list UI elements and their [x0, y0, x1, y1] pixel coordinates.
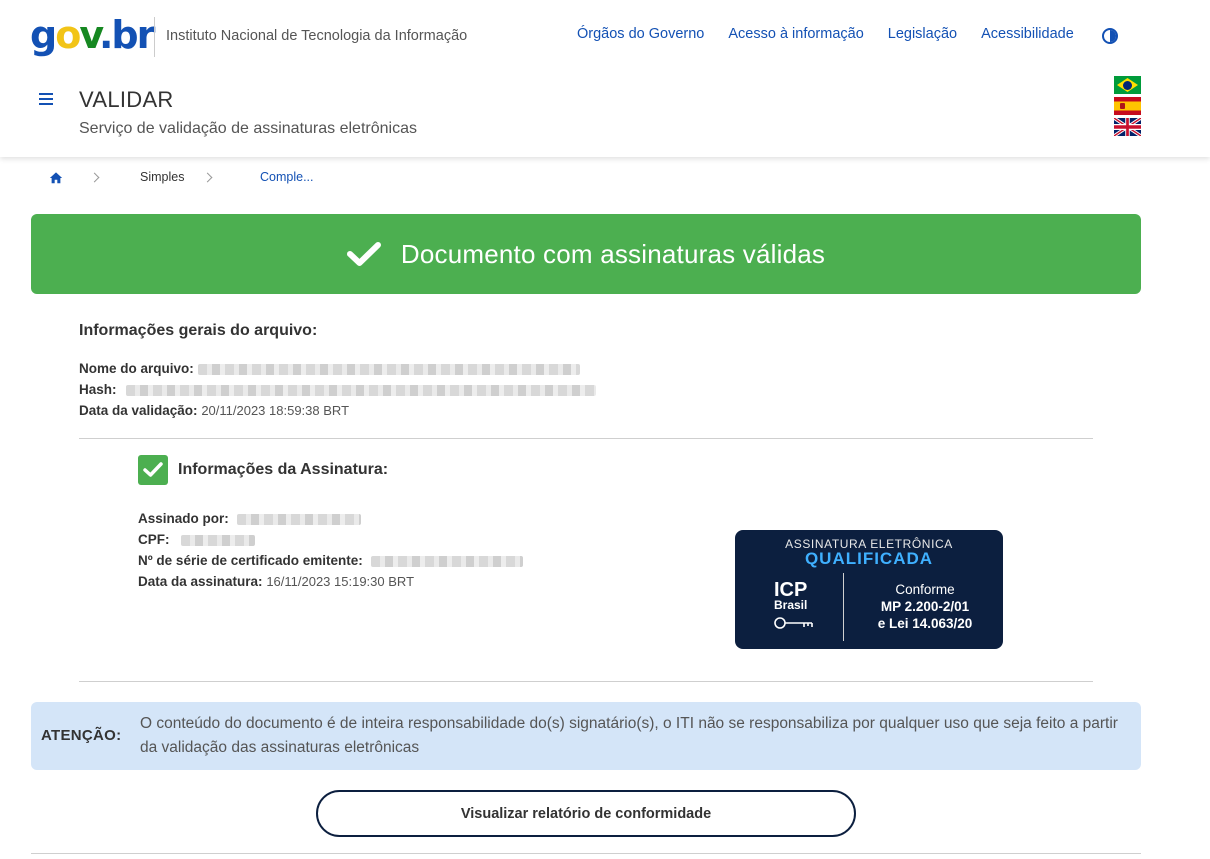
- checkmark-icon: [143, 462, 163, 478]
- menu-bar: [39, 98, 53, 100]
- chevron-right-icon: [203, 173, 213, 183]
- badge-divider: [843, 573, 844, 641]
- signed-by-row: [138, 511, 361, 526]
- nav-link-acesso-informacao[interactable]: Acesso à informação: [728, 26, 864, 42]
- validation-status-banner: [31, 214, 1141, 294]
- logo-letter: g: [30, 13, 56, 57]
- logo-divider: [154, 17, 155, 57]
- logo-letter: o: [55, 13, 80, 57]
- view-conformity-report-button[interactable]: Visualizar relatório de conformidade: [316, 790, 856, 837]
- attention-text: O conteúdo do documento é de inteira responsabilidade do(s) signatário(s), o ITI não se responsabiliza por qualquer uso que seja feito a partir da validação das assinaturas eletrônicas: [140, 715, 1118, 756]
- language-selector: [1114, 76, 1141, 139]
- signature-date-value: 16/11/2023 15:19:30 BRT: [266, 574, 415, 589]
- hash-value-redacted: [126, 385, 596, 396]
- footer-divider: [31, 853, 1141, 854]
- signed-by-label: Assinado por:: [138, 511, 229, 526]
- validation-status-text: Documento com assinaturas válidas: [400, 238, 826, 269]
- validation-date-row: [79, 403, 349, 418]
- icp-brasil-logo-text: Brasil: [774, 598, 808, 612]
- badge-mp-reference: MP 2.200-2/01: [880, 599, 970, 614]
- signature-date-label: Data da assinatura:: [138, 574, 263, 589]
- attention-label: ATENÇÃO:: [41, 727, 122, 744]
- attention-notice: [31, 702, 1141, 770]
- cpf-label: CPF:: [138, 532, 170, 547]
- badge-conforme: Conforme: [895, 582, 955, 597]
- icp-brasil-logo: ICP: [774, 579, 808, 601]
- qualified-signature-badge: [735, 530, 1003, 649]
- breadcrumb: [49, 168, 314, 188]
- site-header: [0, 0, 1210, 157]
- badge-law-reference: e Lei 14.063/20: [877, 616, 973, 631]
- menu-bar: [39, 93, 53, 95]
- home-icon[interactable]: [49, 171, 63, 185]
- logo-letter: v: [79, 13, 99, 57]
- cpf-value-redacted: [181, 535, 255, 546]
- flag-crest: [1120, 103, 1125, 109]
- nav-link-orgaos[interactable]: Órgãos do Governo: [577, 26, 705, 42]
- institution-name: Instituto Nacional de Tecnologia da Informação: [166, 28, 468, 44]
- validation-date-value: 20/11/2023 18:59:38 BRT: [201, 403, 350, 418]
- hash-row: [79, 382, 596, 397]
- file-name-row: [79, 361, 580, 376]
- hamburger-menu-icon[interactable]: [39, 93, 53, 107]
- page-subtitle: Serviço de validação de assinaturas eletrônicas: [79, 120, 417, 137]
- file-name-value-redacted: [198, 364, 580, 375]
- signature-date-row: [138, 574, 414, 589]
- certificate-serial-row: [138, 553, 523, 568]
- signature-check-icon: [138, 455, 168, 485]
- govbr-logo[interactable]: [30, 12, 153, 58]
- nav-link-acessibilidade[interactable]: Acessibilidade: [981, 26, 1074, 42]
- page-title: VALIDAR: [79, 87, 174, 112]
- uk-flag-icon[interactable]: [1114, 118, 1141, 136]
- signer-name-redacted: [237, 514, 361, 525]
- badge-header: ASSINATURA ELETRÔNICA: [785, 537, 953, 551]
- section-divider: [79, 438, 1093, 439]
- signature-info-title: Informações da Assinatura:: [178, 461, 389, 478]
- flag-globe: [1123, 81, 1132, 90]
- chevron-right-icon: [90, 173, 100, 183]
- certificate-serial-label: Nº de série de certificado emitente:: [138, 553, 363, 568]
- certificate-serial-redacted: [371, 556, 523, 567]
- validation-date-label: Data da validação:: [79, 403, 198, 418]
- top-navigation: [577, 26, 1098, 42]
- brazil-flag-icon[interactable]: [1114, 76, 1141, 94]
- uk-flag-graphic: [1114, 118, 1141, 136]
- hash-label: Hash:: [79, 382, 117, 397]
- logo-letter: br: [111, 13, 154, 57]
- spain-flag-icon[interactable]: [1114, 97, 1141, 115]
- contrast-icon[interactable]: [1102, 28, 1118, 44]
- key-icon: [772, 614, 816, 632]
- cpf-row: [138, 532, 255, 547]
- file-name-label: Nome do arquivo:: [79, 361, 194, 376]
- breadcrumb-item-simples[interactable]: Simples: [140, 170, 185, 184]
- nav-link-legislacao[interactable]: Legislação: [887, 26, 958, 42]
- breadcrumb-item-current: Comple...: [260, 170, 314, 184]
- badge-level: QUALIFICADA: [804, 549, 934, 568]
- section-divider: [79, 681, 1093, 682]
- menu-bar: [39, 103, 53, 105]
- logo-letter: .: [98, 13, 112, 57]
- file-info-title: Informações gerais do arquivo:: [79, 322, 318, 339]
- checkmark-icon: [347, 241, 381, 267]
